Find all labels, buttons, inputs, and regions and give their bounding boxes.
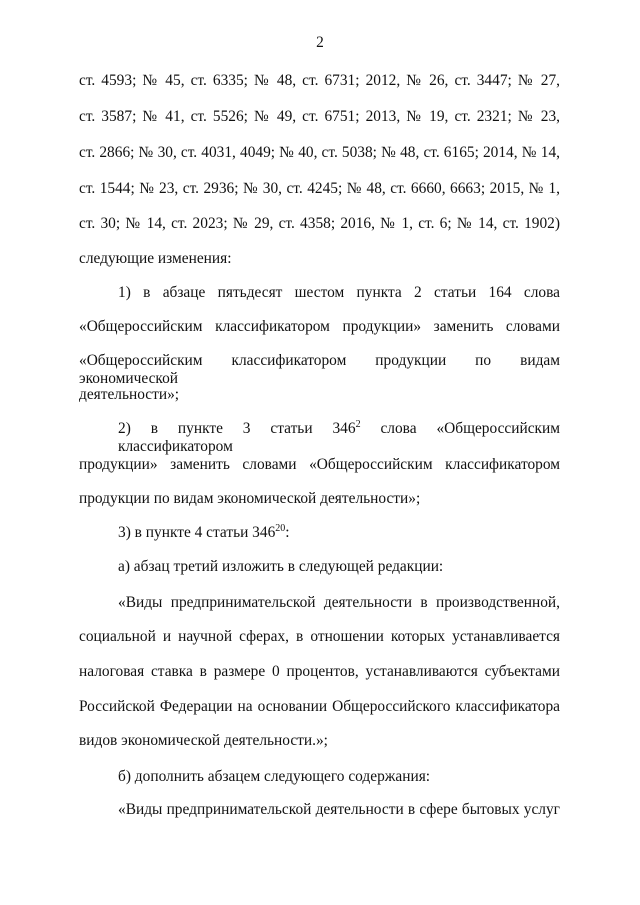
text-line: ст. 4593; № 45, ст. 6335; № 48, ст. 6731; 2012, № 26, ст. 3447; № 27,	[79, 72, 560, 89]
text-line: налоговая ставка в размере 0 процентов, устанавливаются субъектами	[79, 663, 560, 680]
text-line: 1) в абзаце пятьдесят шестом пункта 2 статьи 164 слова	[118, 284, 560, 301]
text-line: ст. 30; № 14, ст. 2023; № 29, ст. 4358; 2016, № 1, ст. 6; № 14, ст. 1902)	[79, 215, 560, 232]
text-line: социальной и научной сферах, в отношении которых устанавливается	[79, 628, 560, 645]
text-segment: :	[285, 524, 290, 541]
text-line: «Виды предпринимательской деятельности в сфере бытовых услуг	[118, 801, 560, 818]
text-line: ст. 3587; № 41, ст. 5526; № 49, ст. 6751; 2013, № 19, ст. 2321; № 23,	[79, 108, 560, 125]
text-line	[118, 524, 290, 542]
text-line: Российской Федерации на основании Общероссийского классификатора	[79, 698, 560, 715]
text-line: ст. 1544; № 23, ст. 2936; № 30, ст. 4245; № 48, ст. 6660, 6663; 2015, № 1,	[79, 180, 560, 197]
text-line: видов экономической деятельности.»;	[79, 732, 328, 749]
superscript: 2	[355, 419, 361, 430]
text-line: ст. 2866; № 30, ст. 4031, 4049; № 40, ст. 5038; № 48, ст. 6165; 2014, № 14,	[79, 144, 560, 161]
text-line: а) абзац третий изложить в следующей редакции:	[118, 558, 444, 575]
text-line: «Виды предпринимательской деятельности в производственной,	[118, 594, 560, 611]
text-line: «Общероссийским классификатором продукции» заменить словами	[79, 318, 560, 335]
text-line: следующие изменения:	[79, 250, 232, 267]
text-line: б) дополнить абзацем следующего содержания:	[118, 768, 431, 785]
text-line: «Общероссийским классификатором продукции по видам экономической	[79, 352, 560, 387]
superscript: 20	[275, 523, 286, 534]
text-line	[118, 420, 560, 456]
text-segment: слова «Общероссийским классификатором	[118, 420, 560, 455]
page-number: 2	[316, 34, 324, 51]
text-line: продукции» заменить словами «Общероссийским классификатором	[79, 456, 560, 473]
text-line: продукции по видам экономической деятельности»;	[79, 490, 421, 507]
text-line: деятельности»;	[79, 386, 180, 403]
text-segment: 2) в пункте 3 статьи 346	[118, 420, 356, 437]
text-segment: 3) в пункте 4 статьи 346	[118, 524, 276, 541]
